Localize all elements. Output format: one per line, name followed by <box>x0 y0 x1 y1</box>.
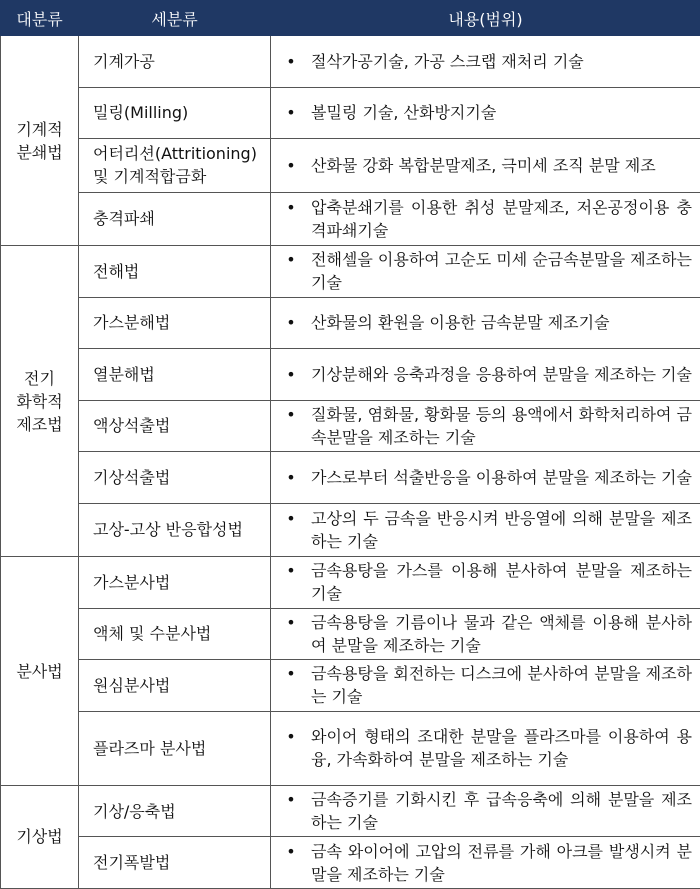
bullet-icon: • <box>286 197 296 217</box>
bullet-icon: • <box>286 612 296 632</box>
header-major: 대분류 <box>1 1 79 36</box>
description-cell <box>271 87 700 139</box>
table-row <box>1 608 700 660</box>
table-row <box>1 503 700 557</box>
description-text: 전해셀을 이용하여 고순도 미세 순금속분말을 제조하는 기술 <box>311 250 692 293</box>
table-row <box>1 711 700 785</box>
bullet-icon: • <box>286 841 296 861</box>
description-text: 산화물 강화 복합분말제조, 극미세 조직 분말 제조 <box>311 155 656 175</box>
major-category-label: 분사법 <box>16 661 63 681</box>
description-cell <box>271 139 700 193</box>
table-row <box>1 557 700 609</box>
table-row <box>1 36 700 88</box>
description-cell <box>271 349 700 401</box>
bullet-icon: • <box>286 404 296 424</box>
minor-category-cell: 기상/응축법 <box>79 785 271 837</box>
bullet-icon: • <box>286 313 296 333</box>
description-text: 금속용탕을 가스를 이용해 분사하여 분말을 제조하는 기술 <box>311 561 692 604</box>
table-row <box>1 87 700 139</box>
bullet-icon: • <box>286 155 296 175</box>
table-row <box>1 785 700 837</box>
minor-category-cell: 플라즈마 분사법 <box>79 711 271 785</box>
header-content: 내용(범위) <box>271 1 700 36</box>
bullet-icon: • <box>286 51 296 71</box>
minor-category-cell: 전기폭발법 <box>79 837 271 889</box>
table-row <box>1 660 700 712</box>
bullet-icon: • <box>286 467 296 487</box>
minor-category-cell: 전해법 <box>79 246 271 298</box>
table-row <box>1 400 700 452</box>
minor-category-cell: 기계가공 <box>79 36 271 88</box>
major-category-label: 기상법 <box>16 827 63 847</box>
minor-category-cell: 충격파쇄 <box>79 192 271 246</box>
major-category-cell <box>1 246 79 557</box>
description-cell <box>271 246 700 298</box>
table-body <box>1 36 700 889</box>
minor-category-cell: 열분해법 <box>79 349 271 401</box>
minor-category-cell: 원심분사법 <box>79 660 271 712</box>
description-cell <box>271 503 700 557</box>
bullet-icon: • <box>286 103 296 123</box>
minor-category-cell: 기상석출법 <box>79 452 271 504</box>
description-text: 압축분쇄기를 이용한 취성 분말제조, 저온공정이용 충격파쇄기술 <box>311 197 692 240</box>
description-text: 질화물, 염화물, 황화물 등의 용액에서 화학처리하여 금속분말을 제조하는 기술 <box>311 404 692 447</box>
description-cell <box>271 608 700 660</box>
major-category-cell <box>1 557 79 786</box>
description-text: 고상의 두 금속을 반응시켜 반응열에 의해 분말을 제조하는 기술 <box>311 508 692 551</box>
description-cell <box>271 557 700 609</box>
description-cell <box>271 192 700 246</box>
description-cell <box>271 785 700 837</box>
description-text: 금속용탕을 회전하는 디스크에 분사하여 분말을 제조하는 기술 <box>311 664 692 707</box>
description-text: 와이어 형태의 조대한 분말을 플라즈마를 이용하여 용융, 가속화하여 분말을 제조하는 기술 <box>311 727 692 770</box>
major-category-cell <box>1 36 79 246</box>
major-category-label: 전기 화학적 제조법 <box>16 368 63 434</box>
description-text: 가스로부터 석출반응을 이용하여 분말을 제조하는 기술 <box>311 467 692 487</box>
table-row <box>1 139 700 193</box>
bullet-icon: • <box>286 790 296 810</box>
minor-category-cell: 가스분해법 <box>79 297 271 349</box>
description-cell <box>271 660 700 712</box>
minor-category-cell: 밀링(Milling) <box>79 87 271 139</box>
header-row <box>1 1 700 36</box>
description-text: 금속증기를 기화시킨 후 급속응축에 의해 분말을 제조하는 기술 <box>311 790 692 833</box>
minor-category-cell: 어터리션(Attritioning) 및 기계적합금화 <box>79 139 271 193</box>
minor-category-cell: 액상석출법 <box>79 400 271 452</box>
table-row <box>1 349 700 401</box>
bullet-icon: • <box>286 664 296 684</box>
bullet-icon: • <box>286 727 296 747</box>
bullet-icon: • <box>286 250 296 270</box>
description-text: 산화물의 환원을 이용한 금속분말 제조기술 <box>311 313 610 333</box>
description-text: 볼밀링 기술, 산화방지기술 <box>311 103 497 123</box>
table-row <box>1 192 700 246</box>
description-cell <box>271 400 700 452</box>
table-row <box>1 297 700 349</box>
bullet-icon: • <box>286 561 296 581</box>
description-text: 절삭가공기술, 가공 스크랩 재처리 기술 <box>311 51 584 71</box>
bullet-icon: • <box>286 364 296 384</box>
minor-category-cell: 액체 및 수분사법 <box>79 608 271 660</box>
description-cell <box>271 297 700 349</box>
header-minor: 세분류 <box>79 1 271 36</box>
major-category-cell <box>1 785 79 888</box>
description-cell <box>271 36 700 88</box>
description-cell <box>271 452 700 504</box>
description-cell <box>271 837 700 889</box>
table-row <box>1 837 700 889</box>
description-text: 기상분해와 응축과정을 응용하여 분말을 제조하는 기술 <box>311 364 692 384</box>
major-category-label: 기계적 분쇄법 <box>16 119 63 162</box>
description-cell <box>271 711 700 785</box>
minor-category-cell: 고상-고상 반응합성법 <box>79 503 271 557</box>
table-row <box>1 452 700 504</box>
bullet-icon: • <box>286 508 296 528</box>
minor-category-cell: 가스분사법 <box>79 557 271 609</box>
description-text: 금속용탕을 기름이나 물과 같은 액체를 이용해 분사하여 분말을 제조하는 기술 <box>311 612 692 655</box>
table-row <box>1 246 700 298</box>
description-text: 금속 와이어에 고압의 전류를 가해 아크를 발생시켜 분말을 제조하는 기술 <box>311 841 692 884</box>
